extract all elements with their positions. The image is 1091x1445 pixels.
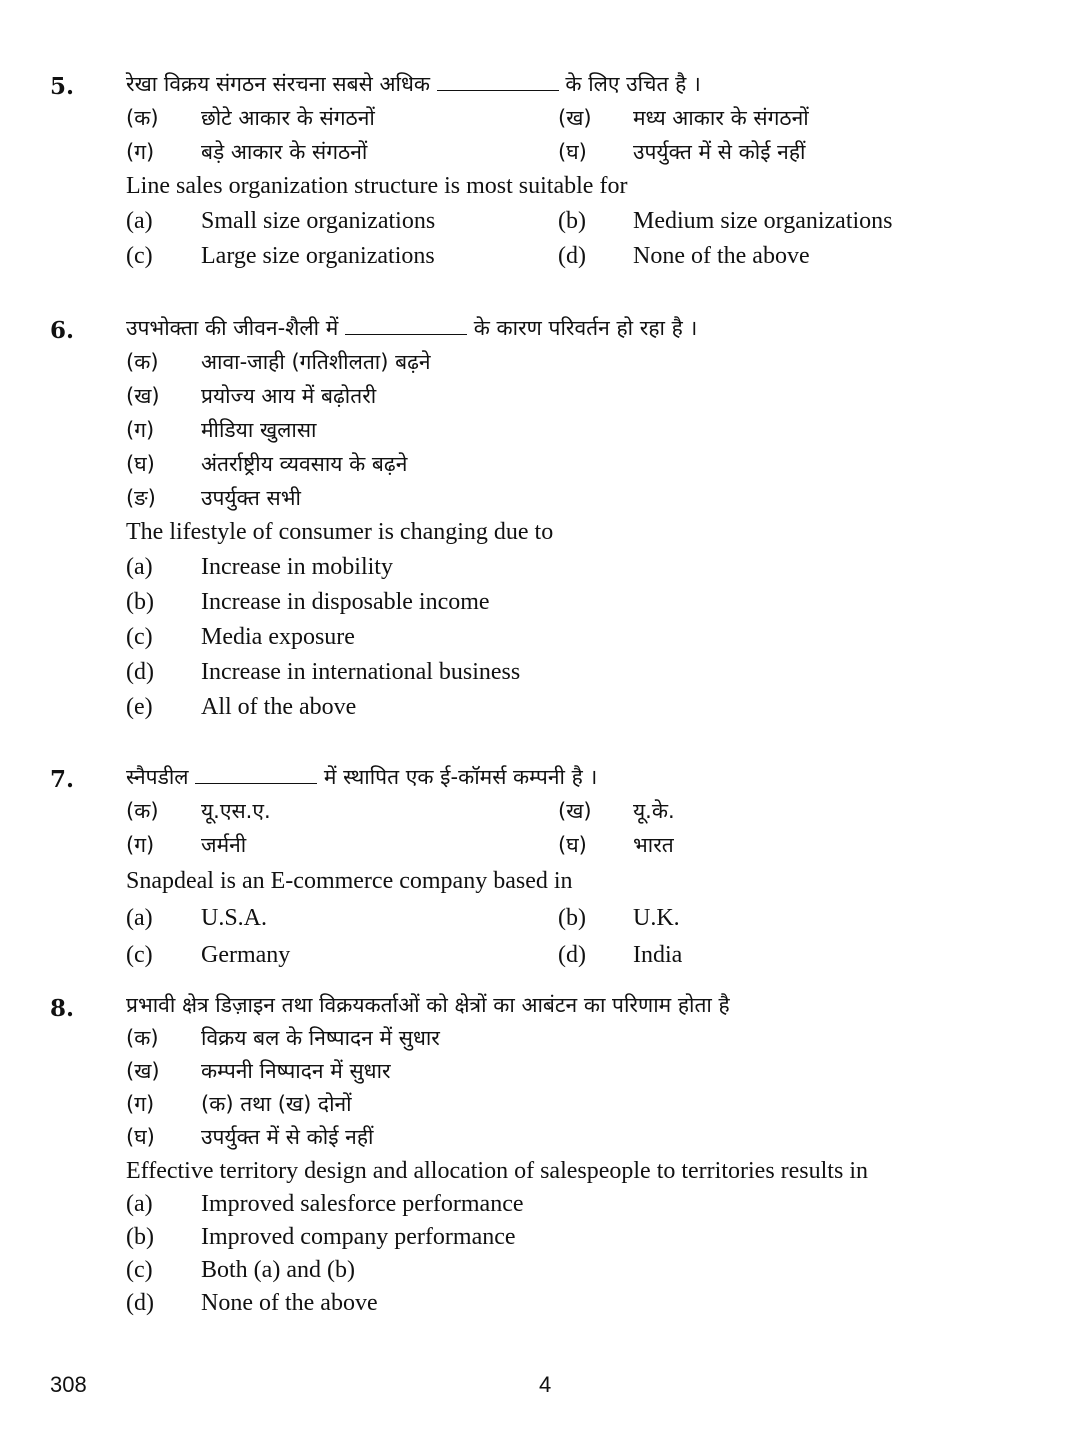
option-hindi (126, 1088, 986, 1121)
option-label: (घ) (126, 452, 155, 476)
option-english (126, 550, 986, 585)
option-label: (क) (126, 106, 159, 130)
option-label: (b) (558, 905, 586, 931)
question-english-stem: Line sales organization structure is most suitable for (126, 173, 628, 199)
option-label: (ख) (126, 384, 160, 408)
option-text: Improved company performance (201, 1224, 516, 1250)
option-label: (a) (126, 554, 153, 580)
question-7 (50, 760, 990, 973)
option-hindi (126, 135, 558, 169)
fill-blank (437, 72, 559, 91)
option-hindi (126, 413, 986, 447)
options-row (126, 901, 990, 936)
option-text: मध्य आकार के संगठनों (633, 106, 809, 130)
option-english (558, 204, 990, 239)
option-english (126, 1188, 986, 1221)
option-hindi (126, 794, 558, 828)
options-row (126, 550, 990, 585)
option-label: (ग) (126, 1092, 155, 1116)
option-text: उपर्युक्त में से कोई नहीं (633, 140, 806, 164)
options-row (126, 1121, 990, 1154)
option-label: (b) (558, 208, 586, 234)
option-text: अंतर्राष्ट्रीय व्यवसाय के बढ़ने (201, 452, 408, 476)
stem-text: के कारण परिवर्तन हो रहा है । (473, 316, 698, 340)
option-label: (d) (558, 243, 586, 269)
option-text: All of the above (201, 694, 357, 720)
option-label: (b) (126, 1224, 154, 1250)
options-row (126, 413, 990, 447)
question-hindi-stem (126, 67, 990, 101)
option-label: (c) (126, 624, 153, 650)
options-row (126, 481, 990, 515)
option-label: (c) (126, 942, 153, 968)
option-text: Increase in mobility (201, 554, 393, 580)
option-text: U.S.A. (201, 905, 268, 931)
options-row (126, 1287, 990, 1320)
option-text: छोटे आकार के संगठनों (201, 106, 375, 130)
question-number: 5. (50, 73, 75, 100)
options-row (126, 1188, 990, 1221)
option-label: (ख) (558, 799, 592, 823)
option-label: (ग) (126, 833, 155, 857)
option-english (126, 620, 986, 655)
option-label: (a) (126, 208, 153, 234)
question-number: 8. (50, 995, 75, 1022)
option-label: (d) (558, 942, 586, 968)
question-number: 6. (50, 317, 75, 344)
option-text: जर्मनी (201, 833, 247, 857)
option-hindi (126, 345, 986, 379)
option-hindi (126, 379, 986, 413)
option-hindi (126, 1055, 986, 1088)
question-number: 7. (50, 766, 75, 793)
option-english (558, 938, 990, 973)
option-label: (क) (126, 799, 159, 823)
options-row (126, 204, 990, 239)
option-text: उपर्युक्त सभी (201, 486, 301, 510)
options-row (126, 1254, 990, 1287)
option-english (558, 901, 990, 936)
options-row (126, 938, 990, 973)
option-label: (ख) (126, 1059, 160, 1083)
option-label: (c) (126, 243, 153, 269)
options-row (126, 690, 990, 725)
options-row (126, 794, 990, 828)
option-text: (क) तथा (ख) दोनों (201, 1092, 352, 1116)
option-label: (ङ) (126, 486, 156, 510)
question-english-stem: Effective territory design and allocation of salespeople to territories results in (126, 1158, 868, 1184)
question-english-stem: The lifestyle of consumer is changing due to (126, 519, 554, 545)
option-text: आवा-जाही (गतिशीलता) बढ़ने (201, 350, 431, 374)
option-hindi (126, 447, 986, 481)
option-text: Large size organizations (201, 243, 435, 269)
option-label: (घ) (558, 833, 587, 857)
option-label: (घ) (558, 140, 587, 164)
fill-blank (345, 316, 467, 335)
options-row (126, 379, 990, 413)
question-6 (50, 311, 990, 725)
option-english (126, 1287, 986, 1320)
stem-text: रेखा विक्रय संगठन संरचना सबसे अधिक (126, 72, 431, 96)
option-english (126, 690, 986, 725)
option-text: India (633, 942, 683, 968)
option-english (558, 239, 990, 274)
option-label: (b) (126, 589, 154, 615)
stem-text: उपभोक्ता की जीवन-शैली में (126, 316, 339, 340)
option-text: भारत (633, 833, 674, 857)
options-row (126, 1022, 990, 1055)
option-hindi (126, 101, 558, 135)
option-text: Both (a) and (b) (201, 1257, 355, 1283)
option-english (126, 585, 986, 620)
options-row (126, 620, 990, 655)
option-hindi (558, 794, 990, 828)
options-row (126, 135, 990, 169)
option-text: बड़े आकार के संगठनों (201, 140, 368, 164)
option-hindi (126, 481, 986, 515)
option-hindi (126, 1121, 986, 1154)
option-text: प्रयोज्य आय में बढ़ोतरी (201, 384, 377, 408)
option-label: (d) (126, 1290, 154, 1316)
question-8 (50, 989, 990, 1320)
option-text: None of the above (633, 243, 810, 269)
stem-text: में स्थापित एक ई-कॉमर्स कम्पनी है । (323, 765, 598, 789)
option-text: कम्पनी निष्पादन में सुधार (201, 1059, 391, 1083)
option-text: विक्रय बल के निष्पादन में सुधार (201, 1026, 440, 1050)
options-row (126, 1055, 990, 1088)
option-label: (क) (126, 350, 159, 374)
option-label: (ग) (126, 140, 155, 164)
stem-text: स्नैपडील (126, 765, 189, 789)
options-row (126, 447, 990, 481)
option-text: Increase in international business (201, 659, 521, 685)
options-row (126, 655, 990, 690)
option-label: (क) (126, 1026, 159, 1050)
option-label: (ग) (126, 418, 155, 442)
option-label: (ख) (558, 106, 592, 130)
option-english (126, 655, 986, 690)
question-hindi-stem (126, 311, 990, 345)
option-text: यू.एस.ए. (201, 799, 271, 823)
question-hindi-stem (126, 760, 990, 794)
page-number: 4 (539, 1372, 552, 1397)
option-english (126, 204, 558, 239)
option-text: Germany (201, 942, 291, 968)
option-text: यू.के. (633, 799, 675, 823)
question-english-stem: Snapdeal is an E-commerce company based in (126, 868, 573, 894)
options-row (126, 101, 990, 135)
option-english (126, 1221, 986, 1254)
paper-code: 308 (50, 1372, 87, 1397)
option-text: Increase in disposable income (201, 589, 490, 615)
option-text: Small size organizations (201, 208, 436, 234)
question-5 (50, 67, 990, 274)
options-row (126, 828, 990, 862)
option-english (126, 938, 558, 973)
option-hindi (558, 828, 990, 862)
option-english (126, 1254, 986, 1287)
option-label: (e) (126, 694, 153, 720)
option-hindi (558, 135, 990, 169)
options-row (126, 1088, 990, 1121)
option-text: None of the above (201, 1290, 378, 1316)
option-hindi (126, 1022, 986, 1055)
option-text: Media exposure (201, 624, 355, 650)
options-row (126, 1221, 990, 1254)
option-english (126, 239, 558, 274)
option-text: Improved salesforce performance (201, 1191, 524, 1217)
stem-text: के लिए उचित है । (565, 72, 701, 96)
options-row (126, 585, 990, 620)
option-label: (a) (126, 1191, 153, 1217)
question-hindi-stem: प्रभावी क्षेत्र डिज़ाइन तथा विक्रयकर्ताओं को क्षेत्रों का आबंटन का परिणाम होता है (126, 993, 730, 1017)
option-text: उपर्युक्त में से कोई नहीं (201, 1125, 374, 1149)
option-hindi (558, 101, 990, 135)
options-row (126, 239, 990, 274)
option-text: Medium size organizations (633, 208, 893, 234)
option-hindi (126, 828, 558, 862)
options-row (126, 345, 990, 379)
option-text: मीडिया खुलासा (201, 418, 317, 442)
option-label: (a) (126, 905, 153, 931)
option-text: U.K. (633, 905, 680, 931)
option-label: (c) (126, 1257, 153, 1283)
fill-blank (195, 765, 317, 784)
option-english (126, 901, 558, 936)
option-label: (d) (126, 659, 154, 685)
option-label: (घ) (126, 1125, 155, 1149)
